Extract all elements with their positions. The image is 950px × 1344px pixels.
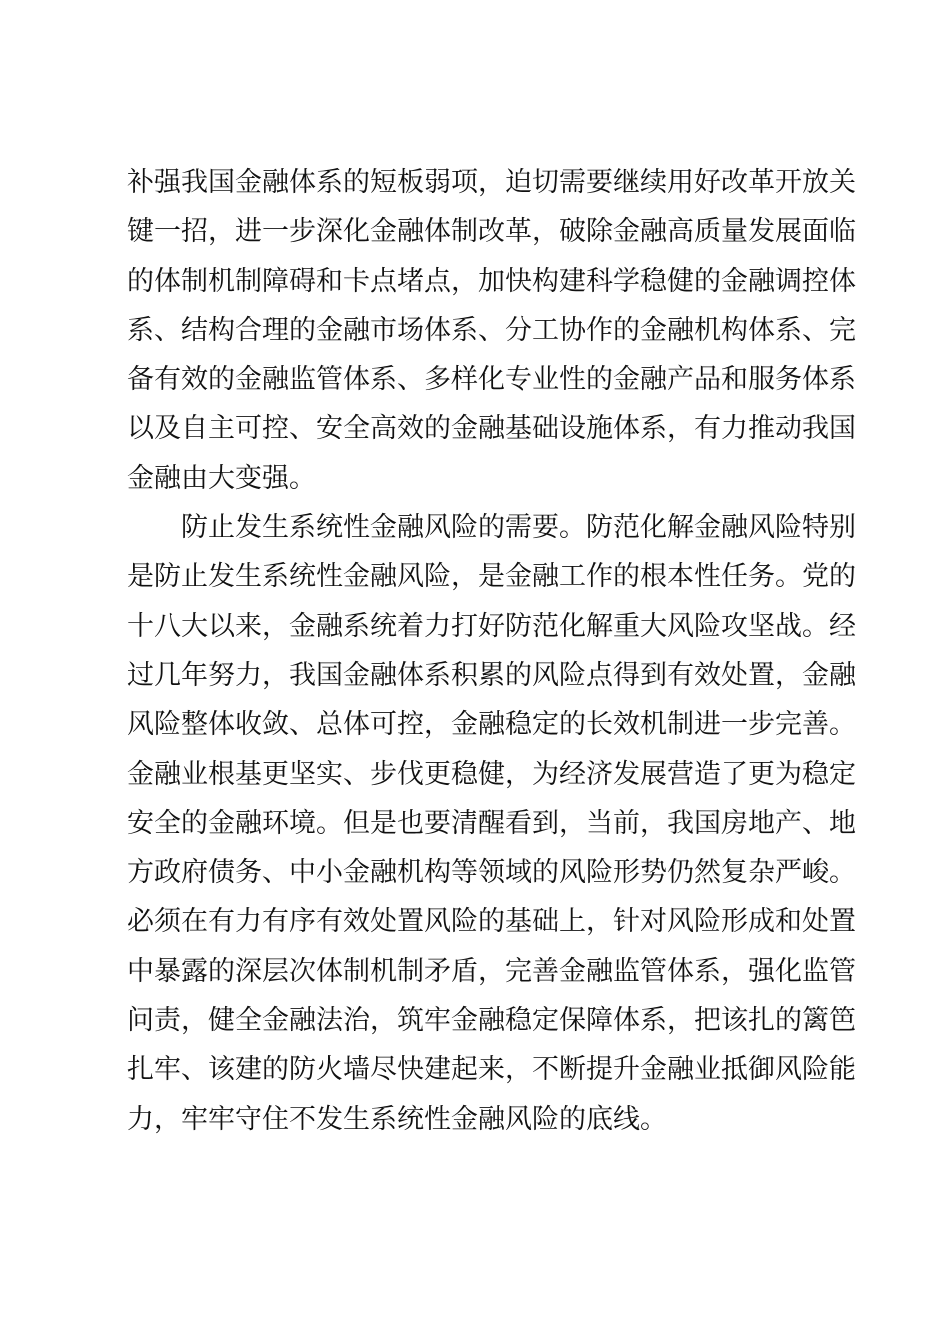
- text-line: 过几年努力，我国金融体系积累的风险点得到有效处置，金融: [127, 659, 856, 691]
- text-line: 金融业根基更坚实、步伐更稳健，为经济发展营造了更为稳定: [127, 758, 856, 790]
- text-line: 系、结构合理的金融市场体系、分工协作的金融机构体系、完: [127, 314, 856, 346]
- text-line: 安全的金融环境。但是也要清醒看到，当前，我国房地产、地: [127, 807, 856, 839]
- text-line: 金融由大变强。: [127, 462, 316, 494]
- text-line: 扎牢、该建的防火墙尽快建起来，不断提升金融业抵御风险能: [127, 1054, 856, 1086]
- text-line: 的体制机制障碍和卡点堵点，加快构建科学稳健的金融调控体: [127, 265, 856, 297]
- paragraph-2: [127, 503, 856, 1144]
- text-line: 防止发生系统性金融风险的需要。防范化解金融风险特别: [181, 512, 856, 544]
- text-line: 备有效的金融监管体系、多样化专业性的金融产品和服务体系: [127, 364, 856, 396]
- text-line: 力，牢牢守住不发生系统性金融风险的底线。: [127, 1103, 667, 1135]
- document-body: [127, 158, 856, 1144]
- text-line: 是防止发生系统性金融风险，是金融工作的根本性任务。党的: [127, 561, 856, 593]
- text-line: 问责，健全金融法治，筑牢金融稳定保障体系，把该扎的篱笆: [127, 1005, 856, 1037]
- text-line: 键一招，进一步深化金融体制改革，破除金融高质量发展面临: [127, 216, 856, 248]
- text-line: 补强我国金融体系的短板弱项，迫切需要继续用好改革开放关: [127, 167, 856, 198]
- text-line: 十八大以来，金融系统着力打好防范化解重大风险攻坚战。经: [127, 610, 856, 642]
- paragraph-1: [127, 158, 856, 503]
- text-line: 以及自主可控、安全高效的金融基础设施体系，有力推动我国: [127, 413, 856, 445]
- text-line: 风险整体收敛、总体可控，金融稳定的长效机制进一步完善。: [127, 709, 856, 741]
- text-line: 中暴露的深层次体制机制矛盾，完善金融监管体系，强化监管: [127, 955, 856, 987]
- text-line: 必须在有力有序有效处置风险的基础上，针对风险形成和处置: [127, 906, 856, 938]
- text-line: 方政府债务、中小金融机构等领域的风险形势仍然复杂严峻。: [127, 857, 856, 889]
